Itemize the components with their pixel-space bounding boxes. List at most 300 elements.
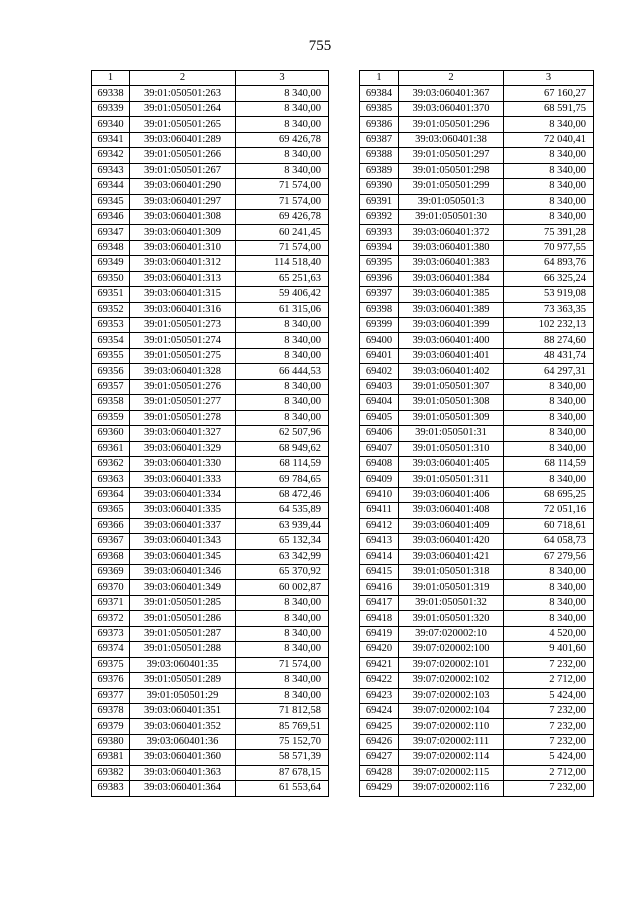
cadastral-number: 39:01:050501:265 [130,117,236,132]
cadastral-number: 39:03:060401:409 [399,518,504,533]
value-cell: 61 315,06 [236,302,329,317]
table-row [360,657,594,672]
row-number: 69404 [360,395,399,410]
value-cell: 71 812,58 [236,703,329,718]
value-cell: 8 340,00 [504,395,594,410]
value-cell: 66 325,24 [504,271,594,286]
table-row [92,719,329,734]
value-cell: 65 370,92 [236,565,329,580]
cadastral-number: 39:03:060401:335 [130,503,236,518]
row-number: 69370 [92,580,130,595]
table-row [92,642,329,657]
table-row [360,750,594,765]
table-row [360,287,594,302]
cadastral-number: 39:03:060401:352 [130,719,236,734]
cadastral-number: 39:03:060401:328 [130,364,236,379]
table-row [92,518,329,533]
column-header-2: 2 [130,71,236,86]
cadastral-number: 39:03:060401:313 [130,271,236,286]
cadastral-number: 39:01:050501:264 [130,101,236,116]
value-cell: 71 574,00 [236,240,329,255]
table-row [92,148,329,163]
table-row [360,503,594,518]
cadastral-number: 39:07:020002:115 [399,765,504,780]
cadastral-number: 39:01:050501:308 [399,395,504,410]
row-number: 69348 [92,240,130,255]
row-number: 69368 [92,549,130,564]
row-number: 69402 [360,364,399,379]
row-number: 69344 [92,179,130,194]
cadastral-number: 39:01:050501:287 [130,626,236,641]
row-number: 69429 [360,781,399,796]
value-cell: 71 574,00 [236,657,329,672]
row-number: 69423 [360,688,399,703]
cadastral-number: 39:03:060401:334 [130,487,236,502]
row-number: 69411 [360,503,399,518]
cadastral-number: 39:03:060401:330 [130,456,236,471]
row-number: 69408 [360,456,399,471]
cadastral-number: 39:03:060401:364 [130,781,236,796]
value-cell: 8 340,00 [504,441,594,456]
cadastral-number: 39:03:060401:367 [399,86,504,101]
cadastral-number: 39:01:050501:319 [399,580,504,595]
value-cell: 8 340,00 [504,472,594,487]
table-row [360,163,594,178]
value-cell: 85 769,51 [236,719,329,734]
table-row [360,673,594,688]
cadastral-number: 39:03:060401:290 [130,179,236,194]
table-row [360,426,594,441]
cadastral-number: 39:01:050501:286 [130,611,236,626]
cadastral-number: 39:01:050501:296 [399,117,504,132]
row-number: 69396 [360,271,399,286]
cadastral-number: 39:03:060401:329 [130,441,236,456]
table-row [360,302,594,317]
table-row [360,410,594,425]
row-number: 69345 [92,194,130,209]
value-cell: 8 340,00 [236,318,329,333]
table-row [360,395,594,410]
cadastral-number: 39:03:060401:35 [130,657,236,672]
table-row [92,549,329,564]
row-number: 69405 [360,410,399,425]
value-cell: 48 431,74 [504,348,594,363]
row-number: 69358 [92,395,130,410]
value-cell: 65 251,63 [236,271,329,286]
table-row [92,379,329,394]
table-row [360,534,594,549]
row-number: 69342 [92,148,130,163]
cadastral-number: 39:01:050501:277 [130,395,236,410]
row-number: 69360 [92,426,130,441]
cadastral-number: 39:07:020002:101 [399,657,504,672]
row-number: 69385 [360,101,399,116]
value-cell: 60 718,61 [504,518,594,533]
value-cell: 8 340,00 [504,595,594,610]
value-cell: 68 114,59 [236,456,329,471]
cadastral-number: 39:03:060401:316 [130,302,236,317]
row-number: 69371 [92,595,130,610]
table-row [92,364,329,379]
value-cell: 72 040,41 [504,132,594,147]
row-number: 69427 [360,750,399,765]
table-row [92,117,329,132]
value-cell: 72 051,16 [504,503,594,518]
value-cell: 5 424,00 [504,688,594,703]
header-row [360,71,594,86]
table-row [360,117,594,132]
cadastral-number: 39:01:050501:278 [130,410,236,425]
value-cell: 69 426,78 [236,209,329,224]
row-number: 69382 [92,765,130,780]
cadastral-number: 39:03:060401:327 [130,426,236,441]
cadastral-number: 39:03:060401:399 [399,318,504,333]
column-header-3: 3 [504,71,594,86]
column-header-1: 1 [92,71,130,86]
table-row [360,565,594,580]
value-cell: 2 712,00 [504,765,594,780]
row-number: 69392 [360,209,399,224]
cadastral-number: 39:03:060401:333 [130,472,236,487]
cadastral-number: 39:01:050501:273 [130,318,236,333]
cadastral-number: 39:07:020002:102 [399,673,504,688]
table-row [360,271,594,286]
value-cell: 8 340,00 [504,209,594,224]
row-number: 69375 [92,657,130,672]
table-row [360,364,594,379]
header-row [92,71,329,86]
value-cell: 63 939,44 [236,518,329,533]
cadastral-number: 39:03:060401:383 [399,256,504,271]
row-number: 69383 [92,781,130,796]
cadastral-number: 39:01:050501:311 [399,472,504,487]
column-header-3: 3 [236,71,329,86]
cadastral-number: 39:03:060401:349 [130,580,236,595]
table-row [92,163,329,178]
value-cell: 69 784,65 [236,472,329,487]
row-number: 69361 [92,441,130,456]
row-number: 69351 [92,287,130,302]
cadastral-number: 39:07:020002:111 [399,734,504,749]
table-row [92,395,329,410]
value-cell: 8 340,00 [236,395,329,410]
row-number: 69341 [92,132,130,147]
row-number: 69421 [360,657,399,672]
row-number: 69386 [360,117,399,132]
row-number: 69377 [92,688,130,703]
cadastral-number: 39:01:050501:274 [130,333,236,348]
table-row [360,781,594,796]
value-cell: 66 444,53 [236,364,329,379]
value-cell: 71 574,00 [236,194,329,209]
table-row [92,256,329,271]
row-number: 69349 [92,256,130,271]
table-row [92,611,329,626]
table-row [360,86,594,101]
cadastral-number: 39:03:060401:372 [399,225,504,240]
cadastral-number: 39:01:050501:309 [399,410,504,425]
value-cell: 68 114,59 [504,456,594,471]
cadastral-number: 39:03:060401:408 [399,503,504,518]
table-row [360,642,594,657]
row-number: 69339 [92,101,130,116]
value-cell: 8 340,00 [236,626,329,641]
cadastral-number: 39:01:050501:288 [130,642,236,657]
row-number: 69407 [360,441,399,456]
value-cell: 68 695,25 [504,487,594,502]
table-row [360,240,594,255]
table-row [92,209,329,224]
cadastral-number: 39:03:060401:400 [399,333,504,348]
row-number: 69393 [360,225,399,240]
table-row [92,318,329,333]
value-cell: 65 132,34 [236,534,329,549]
cadastral-number: 39:01:050501:320 [399,611,504,626]
row-number: 69418 [360,611,399,626]
table-row [360,333,594,348]
cadastral-number: 39:03:060401:405 [399,456,504,471]
value-cell: 60 002,87 [236,580,329,595]
cadastral-number: 39:03:060401:289 [130,132,236,147]
table-row [360,734,594,749]
table-row [92,194,329,209]
row-number: 69378 [92,703,130,718]
cadastral-number: 39:01:050501:29 [130,688,236,703]
value-cell: 8 340,00 [504,565,594,580]
value-cell: 88 274,60 [504,333,594,348]
value-cell: 63 342,99 [236,549,329,564]
table-row [360,209,594,224]
cadastral-number: 39:03:060401:310 [130,240,236,255]
cadastral-number: 39:01:050501:285 [130,595,236,610]
row-number: 69362 [92,456,130,471]
cadastral-number: 39:03:060401:389 [399,302,504,317]
table-row [360,765,594,780]
row-number: 69417 [360,595,399,610]
cadastral-number: 39:03:060401:384 [399,271,504,286]
cadastral-number: 39:01:050501:318 [399,565,504,580]
table-row [92,302,329,317]
row-number: 69410 [360,487,399,502]
value-cell: 8 340,00 [236,163,329,178]
value-cell: 67 279,56 [504,549,594,564]
table-row [92,86,329,101]
value-cell: 8 340,00 [236,333,329,348]
row-number: 69363 [92,472,130,487]
table-row [92,765,329,780]
row-number: 69413 [360,534,399,549]
value-cell: 8 340,00 [504,379,594,394]
value-cell: 8 340,00 [236,611,329,626]
table-row [92,271,329,286]
row-number: 69428 [360,765,399,780]
row-number: 69420 [360,642,399,657]
value-cell: 7 232,00 [504,781,594,796]
value-cell: 8 340,00 [236,148,329,163]
cadastral-number: 39:03:060401:370 [399,101,504,116]
value-cell: 8 340,00 [236,673,329,688]
table-row [92,565,329,580]
table-row [92,781,329,796]
cadastral-number: 39:01:050501:298 [399,163,504,178]
row-number: 69415 [360,565,399,580]
row-number: 69425 [360,719,399,734]
table-row [360,256,594,271]
cadastral-number: 39:03:060401:360 [130,750,236,765]
table-row [92,179,329,194]
page-number: 755 [308,38,332,54]
cadastral-number: 39:01:050501:30 [399,209,504,224]
value-cell: 8 340,00 [504,179,594,194]
cadastral-number: 39:01:050501:32 [399,595,504,610]
row-number: 69406 [360,426,399,441]
table-row [360,719,594,734]
cadastral-number: 39:07:020002:103 [399,688,504,703]
table-row [92,595,329,610]
right-table [359,70,594,797]
value-cell: 60 241,45 [236,225,329,240]
row-number: 69379 [92,719,130,734]
row-number: 69340 [92,117,130,132]
row-number: 69367 [92,534,130,549]
row-number: 69412 [360,518,399,533]
cadastral-number: 39:03:060401:297 [130,194,236,209]
cadastral-number: 39:03:060401:380 [399,240,504,255]
row-number: 69380 [92,734,130,749]
row-number: 69365 [92,503,130,518]
table-row [92,487,329,502]
row-number: 69376 [92,673,130,688]
table-row [92,657,329,672]
cadastral-number: 39:01:050501:299 [399,179,504,194]
table-row [360,101,594,116]
table-row [92,333,329,348]
row-number: 69384 [360,86,399,101]
value-cell: 69 426,78 [236,132,329,147]
value-cell: 68 472,46 [236,487,329,502]
cadastral-number: 39:03:060401:421 [399,549,504,564]
cadastral-number: 39:03:060401:406 [399,487,504,502]
row-number: 69409 [360,472,399,487]
row-number: 69338 [92,86,130,101]
value-cell: 2 712,00 [504,673,594,688]
table-row [360,132,594,147]
row-number: 69399 [360,318,399,333]
row-number: 69352 [92,302,130,317]
table-row [360,456,594,471]
value-cell: 64 058,73 [504,534,594,549]
row-number: 69388 [360,148,399,163]
row-number: 69397 [360,287,399,302]
table-row [92,503,329,518]
cadastral-number: 39:03:060401:343 [130,534,236,549]
cadastral-number: 39:03:060401:385 [399,287,504,302]
table-row [360,318,594,333]
cadastral-number: 39:07:020002:114 [399,750,504,765]
value-cell: 8 340,00 [504,117,594,132]
value-cell: 64 297,31 [504,364,594,379]
cadastral-number: 39:07:020002:104 [399,703,504,718]
table-row [92,626,329,641]
cadastral-number: 39:03:060401:345 [130,549,236,564]
row-number: 69381 [92,750,130,765]
cadastral-number: 39:03:060401:38 [399,132,504,147]
table-row [360,441,594,456]
row-number: 69394 [360,240,399,255]
table-row [360,595,594,610]
row-number: 69359 [92,410,130,425]
row-number: 69426 [360,734,399,749]
cadastral-number: 39:01:050501:267 [130,163,236,178]
value-cell: 8 340,00 [504,611,594,626]
value-cell: 8 340,00 [236,595,329,610]
cadastral-number: 39:01:050501:307 [399,379,504,394]
table-row [360,179,594,194]
row-number: 69353 [92,318,130,333]
value-cell: 62 507,96 [236,426,329,441]
cadastral-number: 39:03:060401:308 [130,209,236,224]
table-row [92,580,329,595]
value-cell: 4 520,00 [504,626,594,641]
cadastral-number: 39:01:050501:297 [399,148,504,163]
value-cell: 58 571,39 [236,750,329,765]
table-row [92,472,329,487]
table-row [360,611,594,626]
cadastral-number: 39:03:060401:315 [130,287,236,302]
value-cell: 8 340,00 [504,148,594,163]
row-number: 69369 [92,565,130,580]
row-number: 69400 [360,333,399,348]
row-number: 69356 [92,364,130,379]
table-row [360,626,594,641]
value-cell: 8 340,00 [236,688,329,703]
cadastral-number: 39:01:050501:310 [399,441,504,456]
value-cell: 61 553,64 [236,781,329,796]
row-number: 69414 [360,549,399,564]
cadastral-number: 39:03:060401:401 [399,348,504,363]
table-row [92,534,329,549]
table-row [360,549,594,564]
value-cell: 8 340,00 [504,410,594,425]
row-number: 69422 [360,673,399,688]
value-cell: 8 340,00 [236,348,329,363]
table-row [92,688,329,703]
row-number: 69355 [92,348,130,363]
value-cell: 8 340,00 [504,163,594,178]
table-row [92,287,329,302]
row-number: 69366 [92,518,130,533]
row-number: 69424 [360,703,399,718]
table-row [360,487,594,502]
cadastral-number: 39:07:020002:110 [399,719,504,734]
table-row [92,101,329,116]
value-cell: 67 160,27 [504,86,594,101]
cadastral-number: 39:01:050501:3 [399,194,504,209]
value-cell: 64 535,89 [236,503,329,518]
value-cell: 73 363,35 [504,302,594,317]
value-cell: 7 232,00 [504,734,594,749]
value-cell: 64 893,76 [504,256,594,271]
row-number: 69373 [92,626,130,641]
value-cell: 5 424,00 [504,750,594,765]
table-row [92,225,329,240]
value-cell: 9 401,60 [504,642,594,657]
left-table [91,70,329,797]
table-row [360,225,594,240]
value-cell: 8 340,00 [236,117,329,132]
row-number: 69395 [360,256,399,271]
table-row [92,132,329,147]
